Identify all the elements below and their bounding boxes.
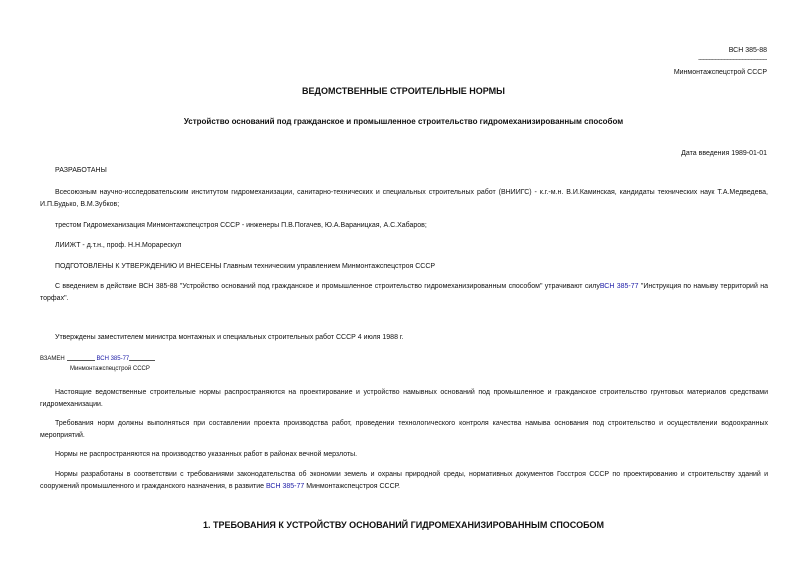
header-rule: ---------------------------------------------- bbox=[698, 57, 767, 63]
prepared-paragraph: ПОДГОТОВЛЕНЫ К УТВЕРЖДЕНИЮ И ВНЕСЕНЫ Главным техническим управлением Минмонтажспецстроя СССР bbox=[55, 263, 436, 270]
developed-paragraph-trust: трестом Гидромеханизация Минмонтажспецстроя СССР - инженеры П.В.Погачев, Ю.А.Вараницкая, А.С.Хабаров; bbox=[55, 222, 427, 229]
document-code: ВСН 385-88 bbox=[728, 47, 767, 54]
header-ministry: Минмонтажспецстрой СССР bbox=[673, 69, 767, 76]
introduction-text: С введением в действие ВСН 385-88 "Устройство оснований под гражданское и промышленное строительство гидромеханизированным способом" утрачивают силу bbox=[55, 283, 600, 290]
vsn-385-77-link[interactable]: ВСН 385-77 bbox=[599, 283, 639, 290]
replaces-label: ВЗАМЕН bbox=[40, 356, 65, 362]
developed-paragraph-vniigs: Всесоюзным научно-исследовательским институтом гидромеханизации, санитарно-технических и специальных строительных работ (ВНИИГС) - к.г.-м.н. В.И.Каминская, кандидаты технических наук Т.А.Медведева, И.П.Будько, В.М.Зубков; bbox=[40, 189, 768, 208]
intro-date: Дата введения 1989-01-01 bbox=[681, 150, 767, 157]
document-title: ВЕДОМСТВЕННЫЕ СТРОИТЕЛЬНЫЕ НОРМЫ bbox=[302, 86, 505, 96]
document-subtitle: Устройство оснований под гражданское и промышленное строительство гидромеханизированным способом bbox=[183, 117, 624, 126]
basis-text: Нормы разработаны в соответствии с требованиями законодательства об экономии земель и охраны природной среды, нормативных документов Госстроя СССР по проектированию и строительству зданий и сооружений промышленного и гражданского назначения, в развитие bbox=[40, 471, 768, 490]
developed-paragraph-liizht: ЛИИЖТ - д.т.н., проф. Н.Н.Морарескул bbox=[55, 242, 182, 249]
replaces-vsn-link[interactable]: ВСН 385-77 bbox=[96, 356, 130, 362]
replaces-ministry: Минмонтажспецстрой СССР bbox=[70, 366, 150, 372]
introduction-paragraph bbox=[40, 281, 768, 305]
replaces-underline-end bbox=[129, 360, 155, 361]
basis-paragraph bbox=[40, 469, 768, 493]
developed-heading: РАЗРАБОТАНЫ bbox=[55, 167, 107, 174]
basis-text-end: Минмонтажспецстроя СССР. bbox=[304, 483, 400, 490]
replaces-underline bbox=[67, 360, 95, 361]
replaces-block bbox=[40, 355, 155, 364]
permafrost-paragraph: Нормы не распространяются на производство указанных работ в районах вечной мерзлоты. bbox=[55, 451, 358, 458]
approved-paragraph: Утверждены заместителем министра монтажных и специальных строительных работ СССР 4 июля 1988 г. bbox=[55, 334, 404, 341]
basis-vsn-link[interactable]: ВСН 385-77 bbox=[266, 483, 305, 490]
introduction-text-end: "Инструкция по намыву территорий на торфах". bbox=[40, 283, 768, 302]
scope-paragraph: Настоящие ведомственные строительные нормы распространяются на проектирование и устройство намывных оснований под промышленное и гражданское строительство грунтовых материалов средствами гидромеханизации. bbox=[40, 389, 768, 408]
requirements-paragraph: Требования норм должны выполняться при составлении проекта производства работ, проведении технологического контроля качества намыва основания под строительство и осуществлении водоохранных мероприятий. bbox=[40, 420, 768, 439]
section-1-heading: 1. ТРЕБОВАНИЯ К УСТРОЙСТВУ ОСНОВАНИЙ ГИДРОМЕХАНИЗИРОВАННЫМ СПОСОБОМ bbox=[202, 520, 605, 530]
